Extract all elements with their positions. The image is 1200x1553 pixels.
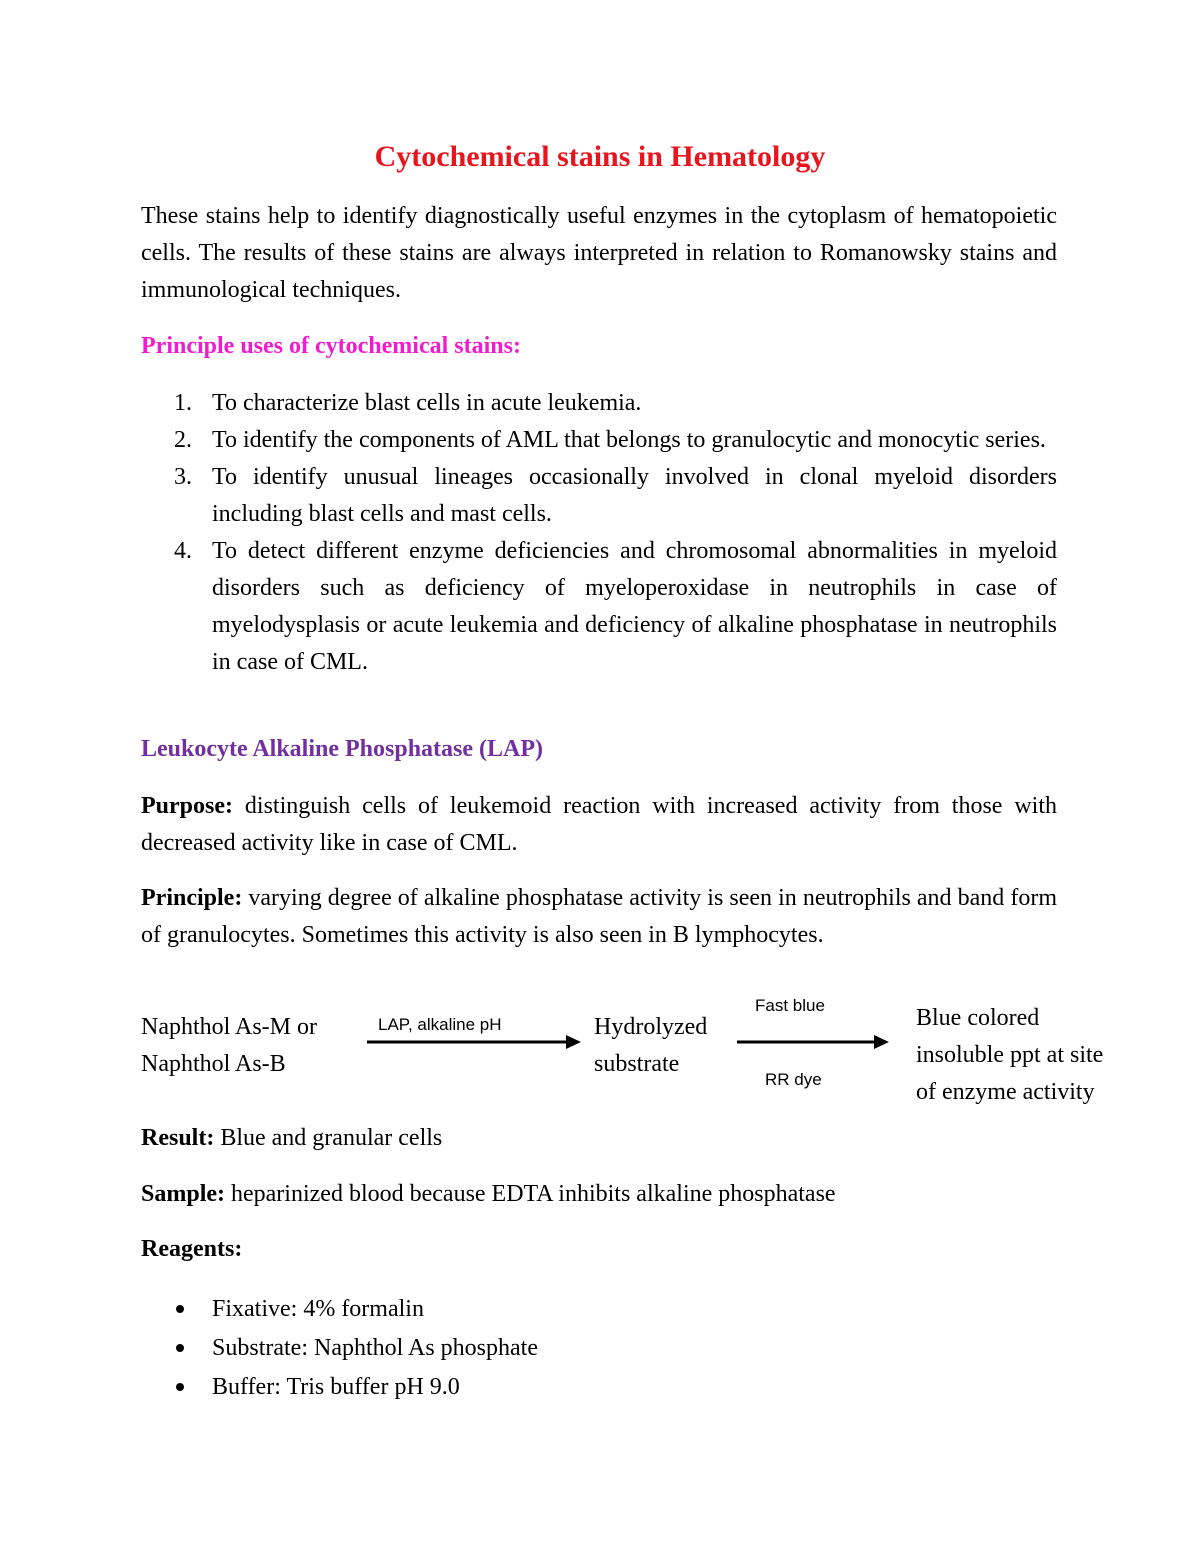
list-number: 1. (174, 390, 192, 416)
intermediate-line: substrate (594, 1051, 680, 1077)
principle-text: varying degree of alkaline phosphatase activity is seen in neutrophils and band form of granulocytes. Sometimes this activity is also seen in B lymphocytes. (141, 885, 1057, 948)
purpose-label: Purpose: (141, 793, 233, 819)
list-number: 3. (174, 464, 192, 490)
reagents-list (141, 1290, 538, 1407)
list-item-text: To detect different enzyme deficiencies and chromosomal abnormalities in myeloid disorders such as deficiency of myeloperoxidase in neutrophils in case of myelodysplasis or acute leukemia and deficiency of alkaline phosphatase in neutrophils in case of CML. (212, 538, 1057, 675)
lap-heading: Leukocyte Alkaline Phosphatase (LAP) (141, 736, 544, 762)
arrow1 (367, 1035, 581, 1049)
uses-heading: Principle uses of cytochemical stains: (141, 333, 521, 359)
product-line: Blue colored (916, 1005, 1040, 1031)
result-text: Blue and granular cells (214, 1125, 443, 1151)
sample-label: Sample: (141, 1181, 225, 1207)
arrow2-label-bottom: RR dye (765, 1070, 822, 1089)
bullet-icon (176, 1305, 184, 1313)
list-item (141, 1290, 538, 1329)
list-item-text: To identify unusual lineages occasionally involved in clonal myeloid disorders including blast cells and mast cells. (212, 464, 1057, 527)
list-number: 2. (174, 427, 192, 453)
intermediate-line: Hydrolyzed (594, 1014, 708, 1040)
list-item-text: To characterize blast cells in acute leukemia. (212, 390, 642, 416)
list-item (141, 1329, 538, 1368)
result-label: Result: (141, 1125, 215, 1151)
list-number: 4. (174, 538, 192, 564)
reagent-text: Fixative: 4% formalin (212, 1296, 424, 1322)
sample-paragraph (141, 1176, 1057, 1213)
list-item-text: To identify the components of AML that belongs to granulocytic and monocytic series. (212, 427, 1046, 453)
reagent-text: Buffer: Tris buffer pH 9.0 (212, 1374, 460, 1400)
arrow2-label-top: Fast blue (755, 996, 825, 1015)
result-paragraph (141, 1120, 1057, 1157)
arrow2 (737, 1035, 889, 1049)
bullet-icon (176, 1383, 184, 1391)
page-title: Cytochemical stains in Hematology (374, 140, 826, 173)
product-line: insoluble ppt at site (916, 1042, 1104, 1068)
reagent-text: Substrate: Naphthol As phosphate (212, 1335, 538, 1361)
principle-label: Principle: (141, 885, 243, 911)
intro-paragraph: These stains help to identify diagnostically useful enzymes in the cytoplasm of hematopoietic cells. The results of these stains are always interpreted in relation to Romanowsky stains and immunological techniques. (141, 203, 1057, 303)
substrate-line: Naphthol As-B (141, 1051, 286, 1077)
arrow1-label: LAP, alkaline pH (378, 1015, 502, 1034)
substrate-line: Naphthol As-M or (141, 1014, 317, 1040)
bullet-icon (176, 1344, 184, 1352)
list-item (141, 1368, 538, 1407)
purpose-text: distinguish cells of leukemoid reaction with increased activity from those with decreased activity like in case of CML. (141, 793, 1057, 856)
product-line: of enzyme activity (916, 1079, 1095, 1105)
reagents-heading: Reagents: (141, 1236, 243, 1262)
sample-text: heparinized blood because EDTA inhibits alkaline phosphatase (225, 1181, 836, 1207)
